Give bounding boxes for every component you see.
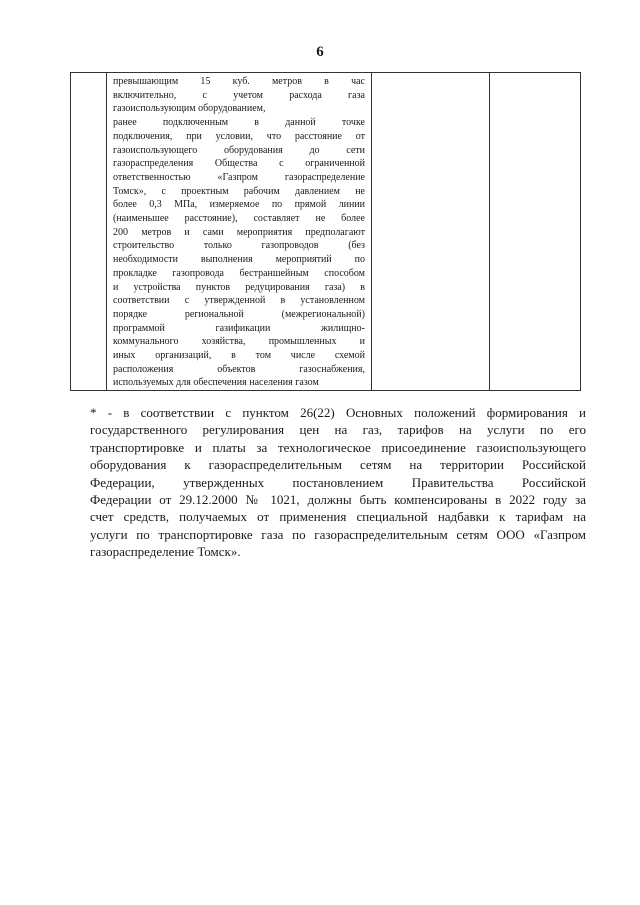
cell-line: газоиспользующего оборудования до сети — [113, 144, 365, 156]
cell-line: подключения, при условии, что расстояние от — [113, 130, 365, 142]
table-row — [71, 73, 581, 391]
cell-line: газоиспользующим оборудованием, — [113, 103, 266, 115]
cell-line: ранее подключенным в данной точке — [113, 117, 365, 129]
cell-line: иных организаций, в том числе схемой — [113, 350, 365, 362]
cell-line: Томск», с проектным рабочим давлением не — [113, 185, 365, 197]
cell-line: 200 метров и сами мероприятия предполагают — [113, 226, 365, 238]
footnote-line: * - в соответствии с пунктом 26(22) Основных положений формирования и — [90, 405, 586, 420]
cell-line: газораспределения Общества с ограниченной — [113, 158, 365, 170]
tariff-table — [70, 72, 581, 391]
cell-line: расположения объектов газоснабжения, — [113, 363, 365, 375]
footnote-line: Федерации от 29.12.2000 № 1021, должны быть компенсированы в 2022 году за — [90, 492, 586, 508]
cell-line: соответствии с утвержденной в установленном — [113, 295, 365, 307]
footnote-line: счет средств, получаемых от применения специальной надбавки к тарифам на — [90, 509, 586, 525]
cell-description-text — [107, 73, 371, 390]
cell-line: более 0,3 МПа, измеряемое по прямой линии — [113, 199, 365, 211]
cell-line: ответственностью «Газпром газораспределение — [113, 171, 365, 183]
cell-line: прокладке газопровода бестраншейным способом — [113, 267, 365, 279]
cell-line: программой газификации жилищно- — [113, 322, 365, 334]
cell-line: необходимости выполнения мероприятий по — [113, 254, 365, 266]
footnote-line: Федерации, утвержденных постановлением Правительства Российской — [90, 474, 586, 490]
footnote-line: транспортировке и платы за технологическое присоединение газоиспользующего — [90, 439, 586, 455]
cell-line: коммунального хозяйства, промышленных и — [113, 336, 365, 348]
footnote — [90, 404, 586, 561]
table-cell-empty — [490, 73, 581, 391]
table-cell-empty — [372, 73, 490, 391]
cell-line: строительство только газопроводов (без — [113, 240, 365, 252]
cell-line: превышающим 15 куб. метров в час — [113, 76, 365, 87]
table-cell-index — [71, 73, 107, 391]
page-number: 6 — [316, 44, 324, 60]
footnote-line: государственного регулирования цен на газ, тарифов на услуги по его — [90, 422, 586, 438]
cell-line: используемых для обеспечения населения газом — [113, 377, 319, 389]
cell-line: (наименьшее расстояние), составляет не более — [113, 213, 365, 225]
footnote-line: газораспределение Томск». — [90, 544, 241, 560]
cell-line: порядке региональной (межрегиональной) — [113, 308, 365, 320]
table-cell-description — [107, 73, 372, 391]
cell-line: и устройства пунктов редуцирования газа) в — [113, 281, 365, 293]
footnote-line: оборудования к газораспределительным сетям на территории Российской — [90, 457, 586, 473]
footnote-line: услуги по транспортировке газа по газораспределительным сетям ООО «Газпром — [90, 526, 586, 542]
cell-line: включительно, с учетом расхода газа — [113, 89, 365, 101]
